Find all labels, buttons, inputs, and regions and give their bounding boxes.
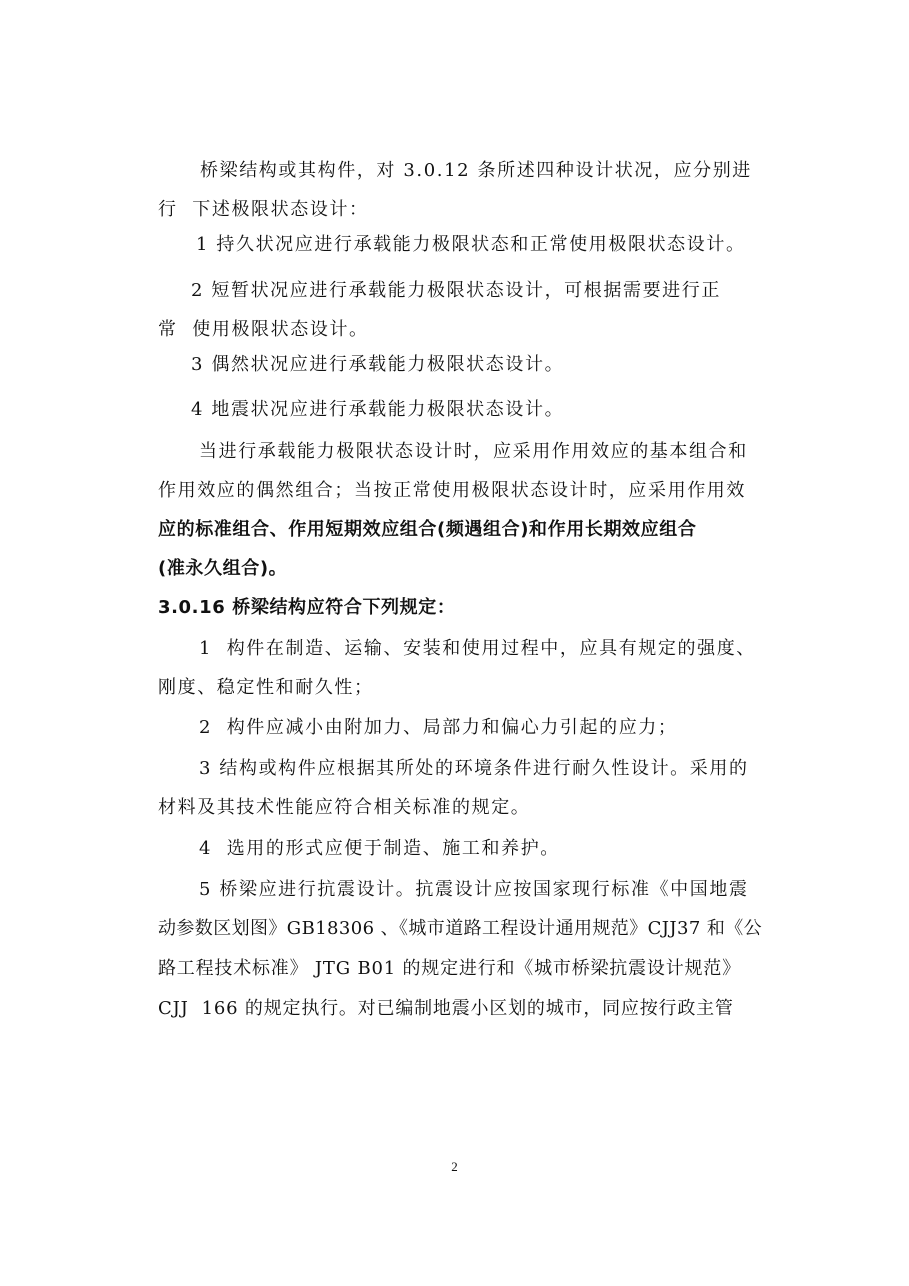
text-line-15: 2 构件应减小由附加力、局部力和偏心力引起的应力；: [199, 717, 678, 738]
text-line-20: 动参数区划图》GB18306 、《城市道路工程设计通用规范》CJJ37 和《公: [158, 918, 763, 939]
text-line-4: 2 短暂状况应进行承载能力极限状态设计，可根据需要进行正: [191, 280, 721, 301]
text-line-9: 作用效应的偶然组合；当按正常使用极限状态设计时，应采用作用效: [158, 480, 746, 501]
text-line-2: 行 下述极限状态设计：: [158, 199, 369, 220]
text-line-13: 1 构件在制造、运输、安装和使用过程中，应具有规定的强度、: [199, 638, 756, 659]
text-line-14: 刚度、稳定性和耐久性；: [158, 677, 374, 698]
text-line-7: 4 地震状况应进行承载能力极限状态设计。: [191, 399, 565, 420]
text-line-5: 常 使用极限状态设计。: [158, 319, 369, 340]
text-line-17: 材料及其技术性能应符合相关标准的规定。: [158, 797, 531, 818]
text-line-11: (准永久组合)。: [158, 558, 288, 579]
page-number: 2: [451, 1159, 458, 1174]
text-line-22: CJJ 166 的规定执行。对已编制地震小区划的城市，同应按行政主管: [158, 998, 734, 1019]
text-line-8: 当进行承载能力极限状态设计时，应采用作用效应的基本组合和: [199, 441, 748, 462]
text-line-3: 1 持久状况应进行承载能力极限状态和正常使用极限状态设计。: [196, 234, 746, 255]
text-line-10: 应的标准组合、作用短期效应组合(频遇组合)和作用长期效应组合: [158, 519, 697, 540]
section-heading-3-0-16: 3.0.16 桥梁结构应符合下列规定：: [158, 597, 456, 618]
text-line-18: 4 选用的形式应便于制造、施工和养护。: [199, 838, 560, 859]
text-line-1: 桥梁结构或其构件，对 3.0.12 条所述四种设计状况，应分别进: [200, 160, 752, 181]
text-line-16: 3 结构或构件应根据其所处的环境条件进行耐久性设计。采用的: [199, 758, 749, 779]
text-line-19: 5 桥梁应进行抗震设计。抗震设计应按国家现行标准《中国地震: [199, 879, 749, 900]
text-line-6: 3 偶然状况应进行承载能力极限状态设计。: [191, 354, 565, 375]
text-line-21: 路工程技术标准》 JTG B01 的规定进行和《城市桥梁抗震设计规范》: [158, 958, 741, 979]
